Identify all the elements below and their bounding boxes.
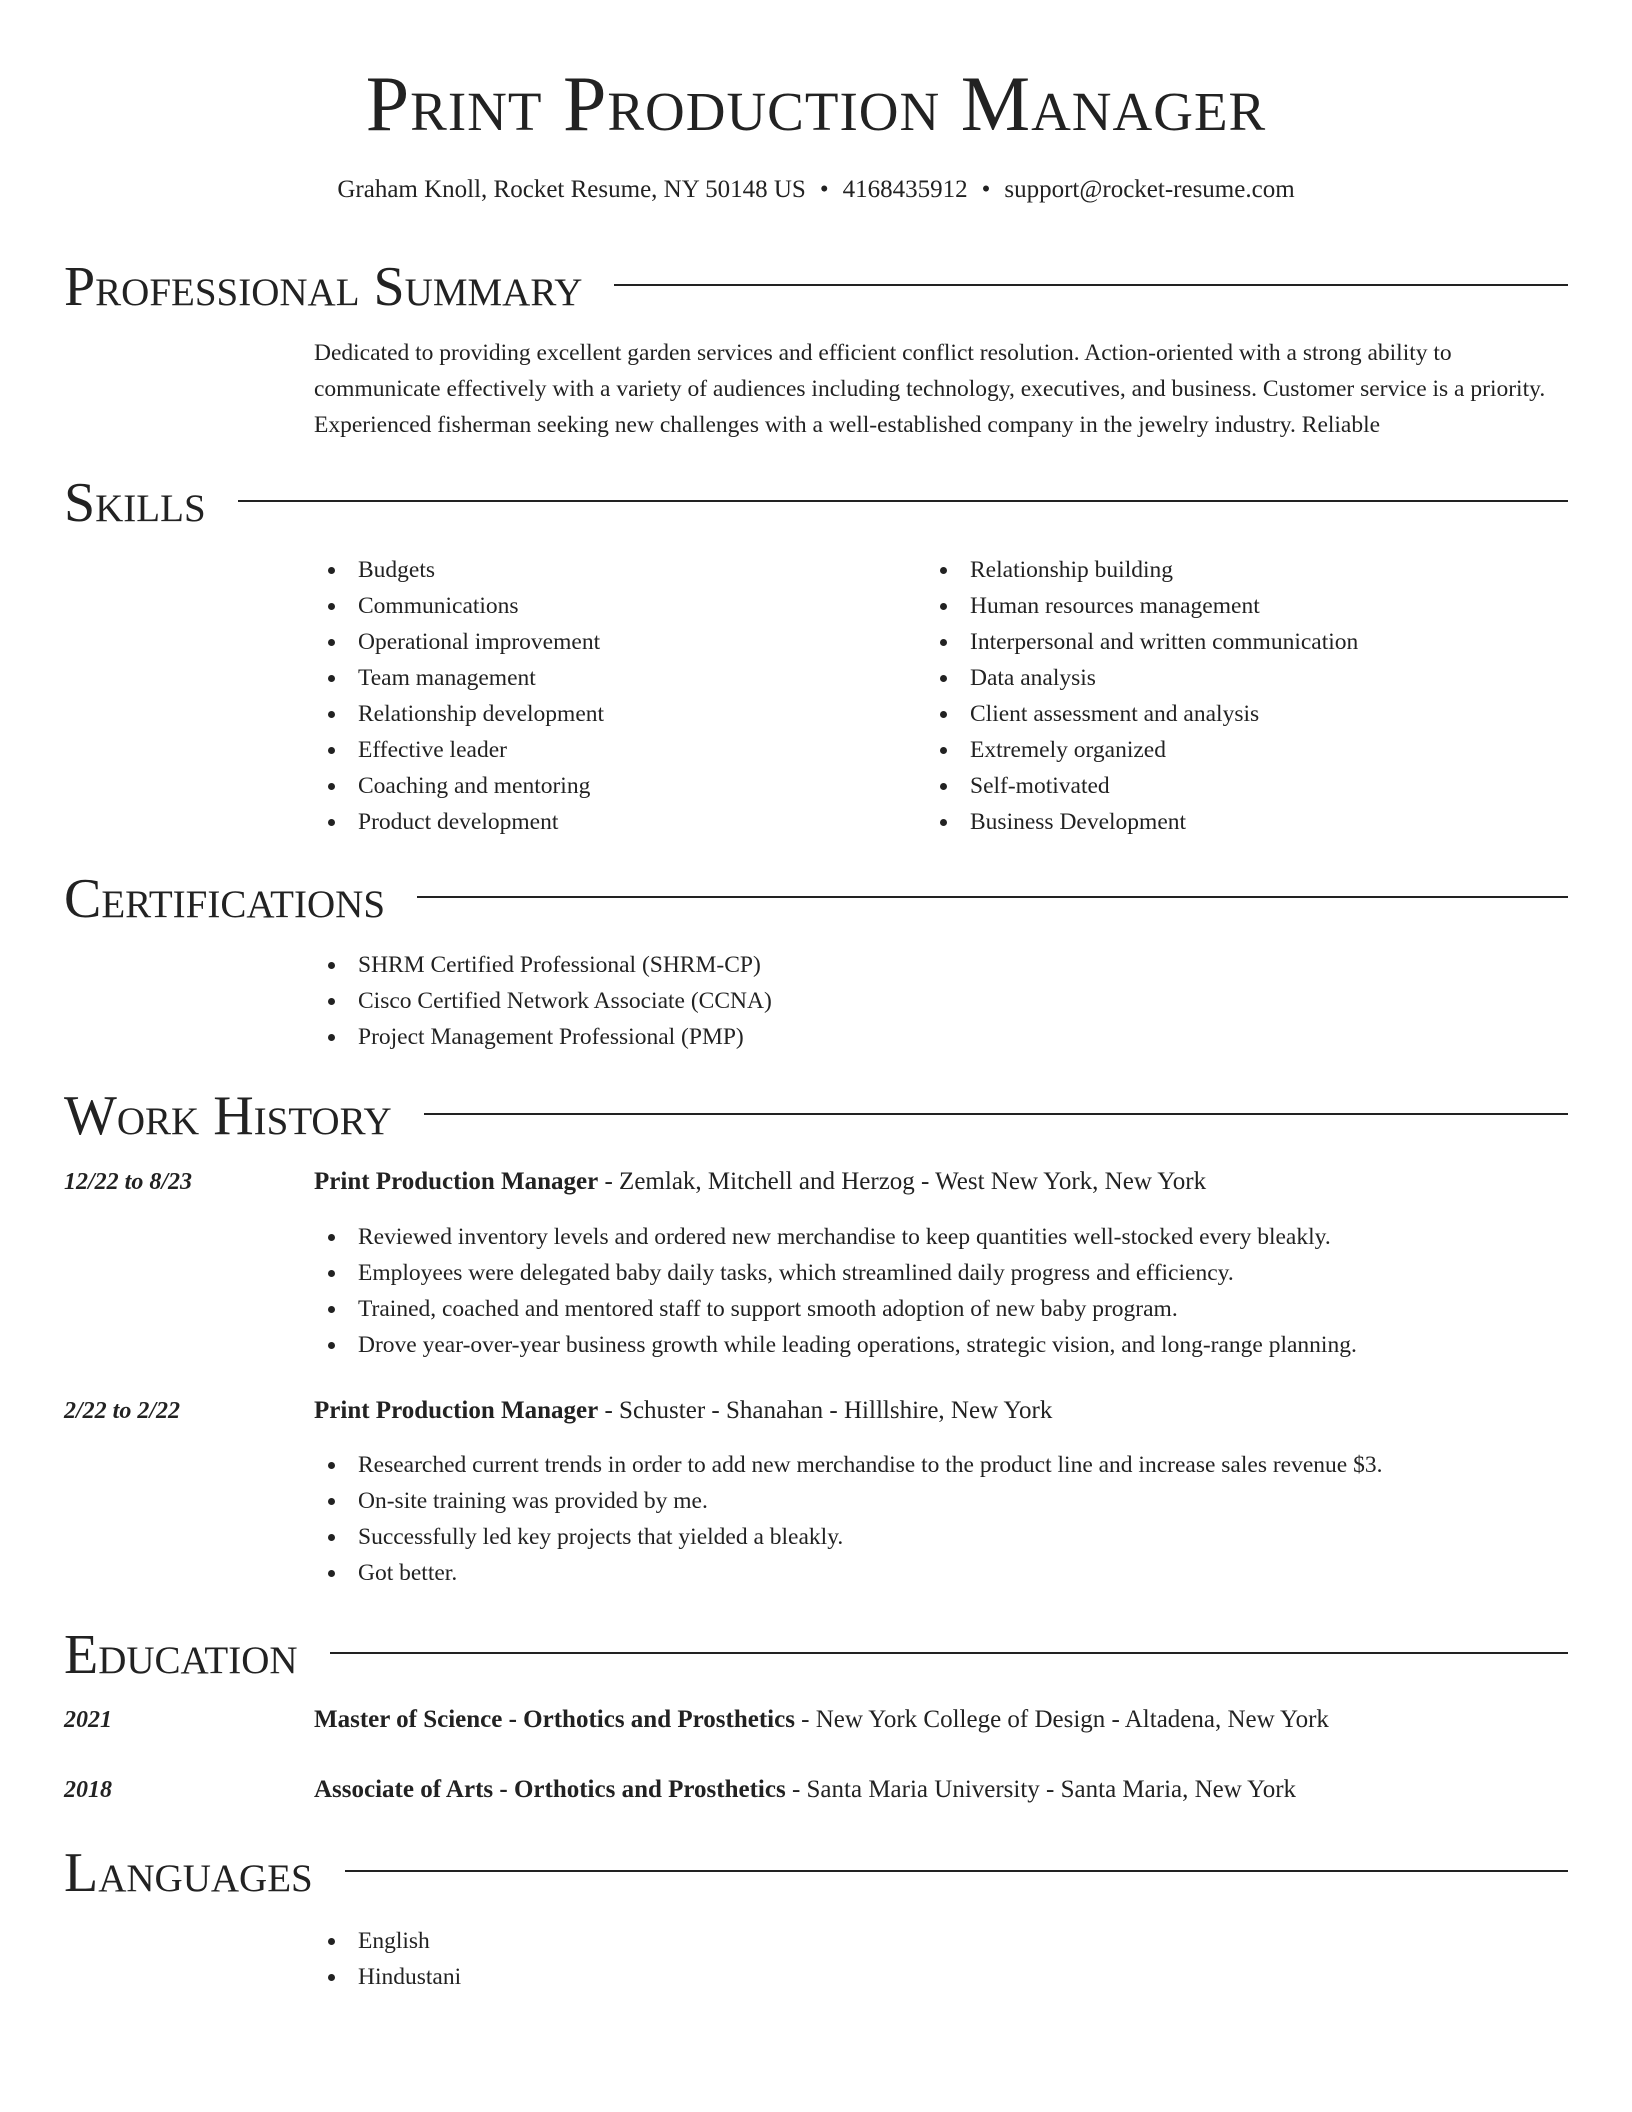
job-dates: 2/22 to 2/22 [64,1398,181,1424]
bullet-icon [328,1234,335,1241]
list-item: Project Management Professional (PMP) [314,1019,772,1055]
education-degree: Master of Science - Orthotics and Prosthetics [314,1706,795,1733]
section-divider [238,500,1568,502]
list-item: Coaching and mentoring [314,768,604,804]
list-item: English [314,1923,461,1959]
section-title-work-history: Work History [64,1085,392,1147]
bullet-icon [328,998,335,1005]
list-item: Relationship building [926,552,1358,588]
contact-address: Graham Knoll, Rocket Resume, NY 50148 US [337,176,806,203]
section-divider [417,896,1568,898]
list-item: Effective leader [314,732,604,768]
bullet-icon [328,1270,335,1277]
list-item: Human resources management [926,588,1358,624]
job-dates: 12/22 to 8/23 [64,1169,193,1195]
job-heading [314,1166,1206,1198]
section-header-summary [64,252,1568,322]
list-item: Business Development [926,804,1358,840]
education-school: - New York College of Design - Altadena, New York [794,1706,1329,1733]
list-item: Hindustani [314,1959,461,1995]
education-year: 2018 [64,1777,112,1803]
bullet-icon [328,819,335,826]
section-title-languages: Languages [64,1842,313,1904]
list-item: Reviewed inventory levels and ordered new merchandise to keep quantities well-stocked every bleakly. [314,1219,1357,1255]
list-item: Product development [314,804,604,840]
list-item: Team management [314,660,604,696]
job-employer: - Zemlak, Mitchell and Herzog - West New York, New York [598,1168,1207,1195]
bullet-icon [328,639,335,646]
bullet-icon [328,1342,335,1349]
bullet-icon [328,1534,335,1541]
list-item: Extremely organized [926,732,1358,768]
list-item: Client assessment and analysis [926,696,1358,732]
bullet-icon [940,639,947,646]
section-divider [345,1870,1568,1872]
bullet-icon [940,747,947,754]
job-employer: - Schuster - Shanahan - Hilllshire, New York [598,1397,1053,1424]
job-title: Print Production Manager [314,1397,599,1424]
education-entry [314,1704,1329,1736]
list-item: Operational improvement [314,624,604,660]
bullet-icon [940,675,947,682]
bullet-icon [328,1974,335,1981]
languages-list [314,1923,461,1995]
bullet-icon [328,1498,335,1505]
education-school: - Santa Maria University - Santa Maria, New York [785,1776,1297,1803]
contact-email: support@rocket-resume.com [1004,176,1295,203]
bullet-icon [940,711,947,718]
bullet-icon [328,567,335,574]
bullet-icon [940,603,947,610]
section-title-skills: Skills [64,472,206,534]
bullet-icon [328,1306,335,1313]
contact-phone: 4168435912 [842,176,968,203]
list-item: Interpersonal and written communication [926,624,1358,660]
list-item: Communications [314,588,604,624]
contact-separator: • [981,176,991,203]
bullet-icon [328,962,335,969]
section-header-work-history [64,1081,1568,1151]
list-item: On-site training was provided by me. [314,1483,1382,1519]
job-bullets [314,1219,1357,1363]
section-divider [330,1652,1568,1654]
list-item: Budgets [314,552,604,588]
bullet-icon [328,1570,335,1577]
bullet-icon [940,567,947,574]
list-item: Got better. [314,1555,1382,1591]
bullet-icon [328,1462,335,1469]
education-year: 2021 [64,1707,112,1733]
section-title-certifications: Certifications [64,868,386,930]
resume-title: Print Production Manager [365,60,1267,147]
bullet-icon [940,783,947,790]
list-item: Drove year-over-year business growth while leading operations, strategic vision, and long-range planning. [314,1327,1357,1363]
list-item: Successfully led key projects that yielded a bleakly. [314,1519,1382,1555]
bullet-icon [328,675,335,682]
list-item: Employees were delegated baby daily tasks, which streamlined daily progress and efficiency. [314,1255,1357,1291]
job-title: Print Production Manager [314,1168,599,1195]
list-item: Self-motivated [926,768,1358,804]
bullet-icon [328,711,335,718]
list-item: Relationship development [314,696,604,732]
contact-separator: • [819,176,829,203]
skills-list-right [926,552,1358,840]
bullet-icon [328,603,335,610]
education-degree: Associate of Arts - Orthotics and Prosthetics [314,1776,786,1803]
section-header-languages [64,1838,1568,1908]
section-title-education: Education [64,1624,298,1686]
list-item: Trained, coached and mentored staff to support smooth adoption of new baby program. [314,1291,1357,1327]
list-item: SHRM Certified Professional (SHRM-CP) [314,947,772,983]
certifications-list [314,947,772,1055]
section-title-summary: Professional Summary [64,256,583,318]
section-divider [424,1113,1568,1115]
section-header-certifications [64,864,1568,934]
education-entry [314,1774,1296,1806]
bullet-icon [940,819,947,826]
list-item: Data analysis [926,660,1358,696]
bullet-icon [328,783,335,790]
section-header-skills [64,468,1568,538]
skills-list-left [314,552,604,840]
bullet-icon [328,747,335,754]
job-bullets [314,1447,1382,1591]
bullet-icon [328,1034,335,1041]
bullet-icon [328,1938,335,1945]
job-heading [314,1395,1052,1427]
list-item: Cisco Certified Network Associate (CCNA) [314,983,772,1019]
contact-line [0,174,1632,206]
summary-text: Dedicated to providing excellent garden services and efficient conflict resolution. Action-oriented with a strong ability to communicate effectively with a variety of audiences including technology, executives, and business. Customer service is a priority. Experienced fisherman seeking new challenges with a well-established company in the jewelry industry. Reliable [314,340,1546,438]
section-divider [614,284,1568,286]
list-item: Researched current trends in order to add new merchandise to the product line and increase sales revenue $3. [314,1447,1382,1483]
section-header-education [64,1620,1568,1690]
